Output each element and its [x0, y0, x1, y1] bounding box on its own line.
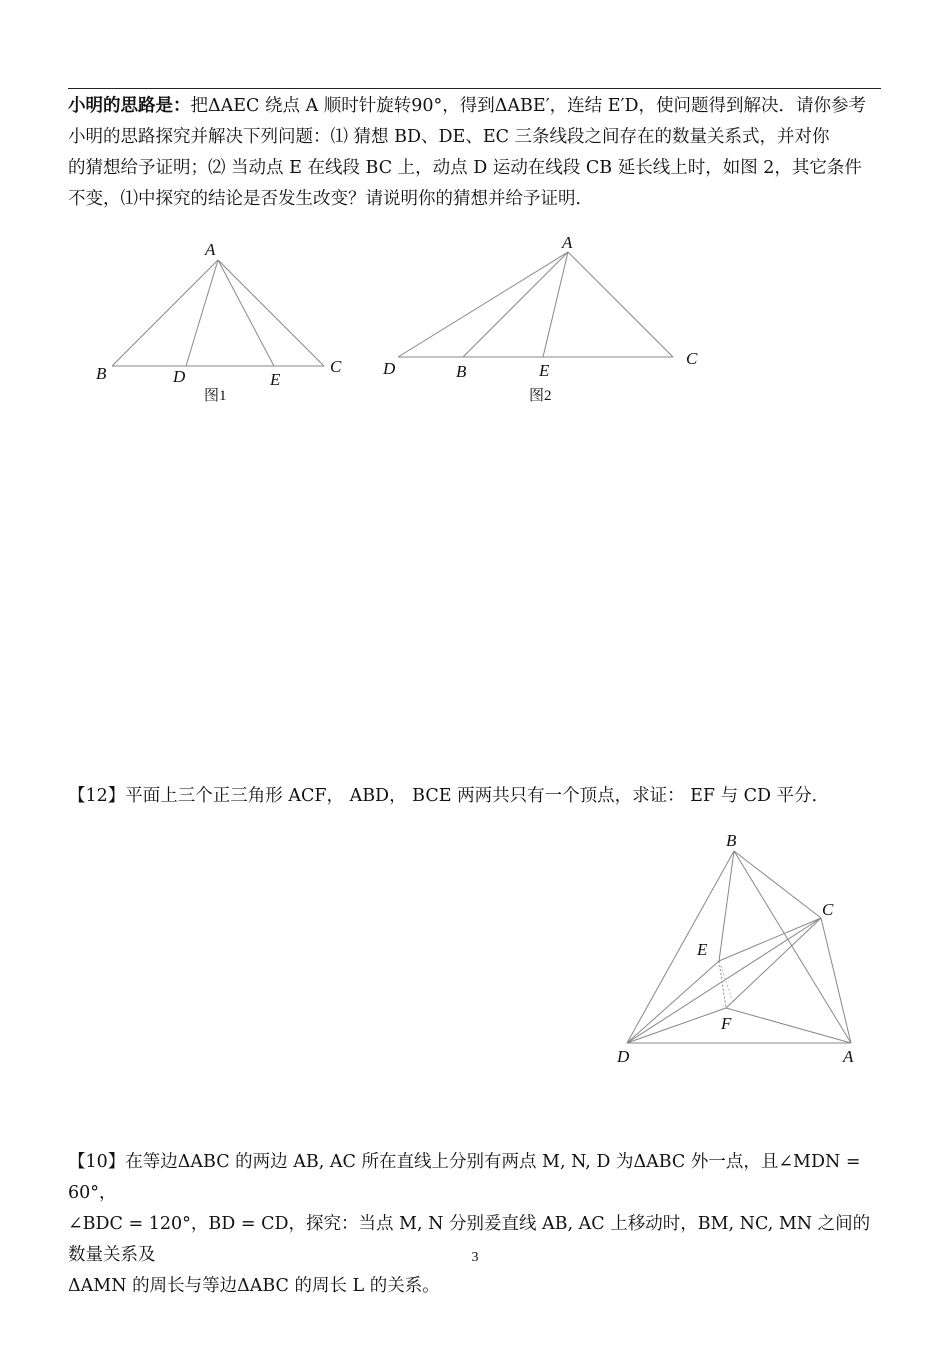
- fig3-segment-BC: [734, 851, 821, 918]
- problem-10-line-1: 【10】在等边ΔABC 的两边 AB, AC 所在直线上分别有两点 M, N, D 为ΔABC 外一点，且∠MDN = 60°，: [68, 1152, 861, 1203]
- fig3-label-C: C: [822, 900, 834, 919]
- intro-lead: 小明的思路是：: [68, 96, 191, 116]
- fig3-label-B: B: [726, 831, 737, 850]
- problem-12-text: 【12】平面上三个正三角形 ACF， ABD， BCE 两两共只有一个顶点，求证： EF 与 CD 平分．: [68, 786, 830, 806]
- fig3-segment-BE: [719, 851, 734, 961]
- fig3-segment-FA: [726, 1008, 851, 1043]
- fig3-segment-CF: [726, 918, 821, 1008]
- fig2-label-B: B: [456, 362, 467, 381]
- fig3-segment-DF: [627, 1008, 726, 1043]
- fig3-label-A: A: [843, 1047, 854, 1066]
- fig1-caption: 图1: [204, 388, 227, 404]
- problem-10-line-2: ∠BDC = 120°，BD = CD，探究：当点 M, N 分别爰直线 AB, AC 上移动时，BM, NC, MN 之间的数量关系及: [68, 1214, 871, 1265]
- fig1-label-A: A: [205, 240, 216, 259]
- fig3-segment-EC: [719, 918, 821, 961]
- problem-10-line-3: ΔAMN 的周长与等边ΔABC 的周长 L 的关系。: [68, 1276, 440, 1296]
- fig3-label-F: F: [721, 1014, 732, 1033]
- fig1-label-E: E: [270, 370, 281, 389]
- fig2-label-C: C: [686, 349, 698, 368]
- fig3-label-D: D: [617, 1047, 630, 1066]
- intro-line-1-text: 把ΔAEC 绕点 A 顺时针旋转90°，得到ΔABE′，连结 E′D，使问题得到解决．请你参考: [190, 96, 867, 116]
- fig3-segment-EF-dashed: [719, 961, 726, 1008]
- intro-line-3: 的猜想给予证明；⑵ 当动点 E 在线段 BC 上，动点 D 运动在线段 CB 延长线上时，如图 2，其它条件: [68, 158, 862, 178]
- fig1-label-C: C: [330, 357, 342, 376]
- intro-line-2: 小明的思路探究并解决下列问题：⑴ 猜想 BD、DE、EC 三条线段之间存在的数量关系式，并对你: [68, 127, 830, 147]
- fig3-label-E: E: [697, 940, 708, 959]
- intro-line-4: 不变，⑴中探究的结论是否发生改变？请说明你的猜想并给予证明．: [68, 189, 593, 209]
- fig2-label-A: A: [562, 233, 573, 252]
- fig2-caption: 图2: [529, 388, 552, 404]
- fig1-label-D: D: [173, 367, 186, 386]
- problem-10: [68, 1147, 883, 1302]
- fig3-segment-DE: [627, 961, 719, 1043]
- fig3-segment-DB: [627, 851, 734, 1043]
- fig2-label-E: E: [539, 361, 550, 380]
- fig3-segment-CA: [821, 918, 851, 1043]
- fig3-segment-EF-helper: [721, 966, 733, 1003]
- page-number: 3: [471, 1250, 479, 1265]
- fig2-label-D: D: [383, 359, 396, 378]
- fig1-label-B: B: [96, 364, 107, 383]
